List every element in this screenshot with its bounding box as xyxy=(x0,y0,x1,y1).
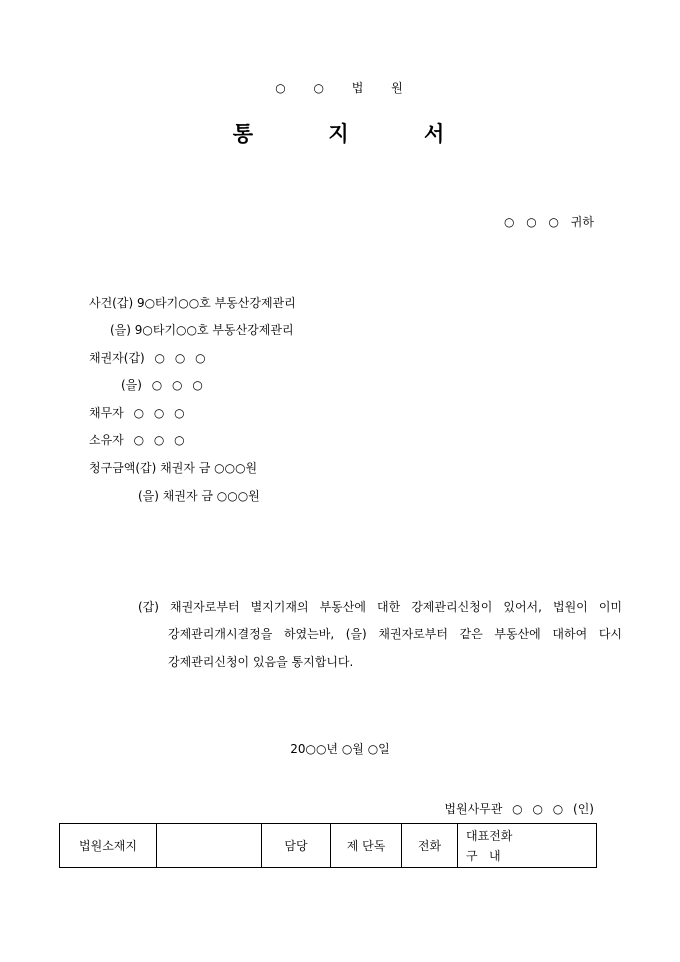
owner: 소유자 ○ ○ ○ xyxy=(89,433,185,447)
duty-label: 담당 xyxy=(262,824,331,868)
creditor-b: (을) ○ ○ ○ xyxy=(121,378,203,392)
court-info-table xyxy=(59,823,597,868)
notice-line-1: (갑) 채권자로부터 별지기재의 부동산에 대한 강제관리신청이 있어서, 법원이 이미 xyxy=(138,600,622,614)
document-title: 통 지 서 xyxy=(232,122,448,146)
case-number-a: 사건(갑) 9○타기○○호 부동산강제관리 xyxy=(89,296,296,310)
phone-extension: 구 내 xyxy=(466,848,501,863)
phone-main: 대표전화 xyxy=(466,828,513,843)
phone-label: 전화 xyxy=(402,824,458,868)
notice-body xyxy=(138,598,622,678)
case-number-b: (을) 9○타기○○호 부동산강제관리 xyxy=(110,323,294,337)
creditor-a: 채권자(갑) ○ ○ ○ xyxy=(89,351,206,365)
notice-line-2: 강제관리개시결정을 하였는바, (을) 채권자로부터 같은 부동산에 대하여 다시 xyxy=(168,627,622,641)
court-location-label: 법원소재지 xyxy=(60,824,157,868)
claim-amount-a: 청구금액(갑) 채권자 금 ○○○원 xyxy=(89,461,258,475)
court-location-value xyxy=(157,824,262,868)
notice-line-3: 강제관리신청이 있음을 통지합니다. xyxy=(168,655,354,669)
court-clerk: 법원사무관 ○ ○ ○ (인) xyxy=(444,802,594,816)
debtor: 채무자 ○ ○ ○ xyxy=(89,406,185,420)
claim-amount-b: (을) 채권자 금 ○○○원 xyxy=(138,489,260,503)
document-date: 20○○년 ○월 ○일 xyxy=(290,742,390,756)
recipient: ○ ○ ○ 귀하 xyxy=(503,215,594,229)
phone-detail xyxy=(458,824,597,868)
court-name: ○ ○ 법 원 xyxy=(275,81,405,95)
department-cell: 제 단독 xyxy=(331,824,402,868)
